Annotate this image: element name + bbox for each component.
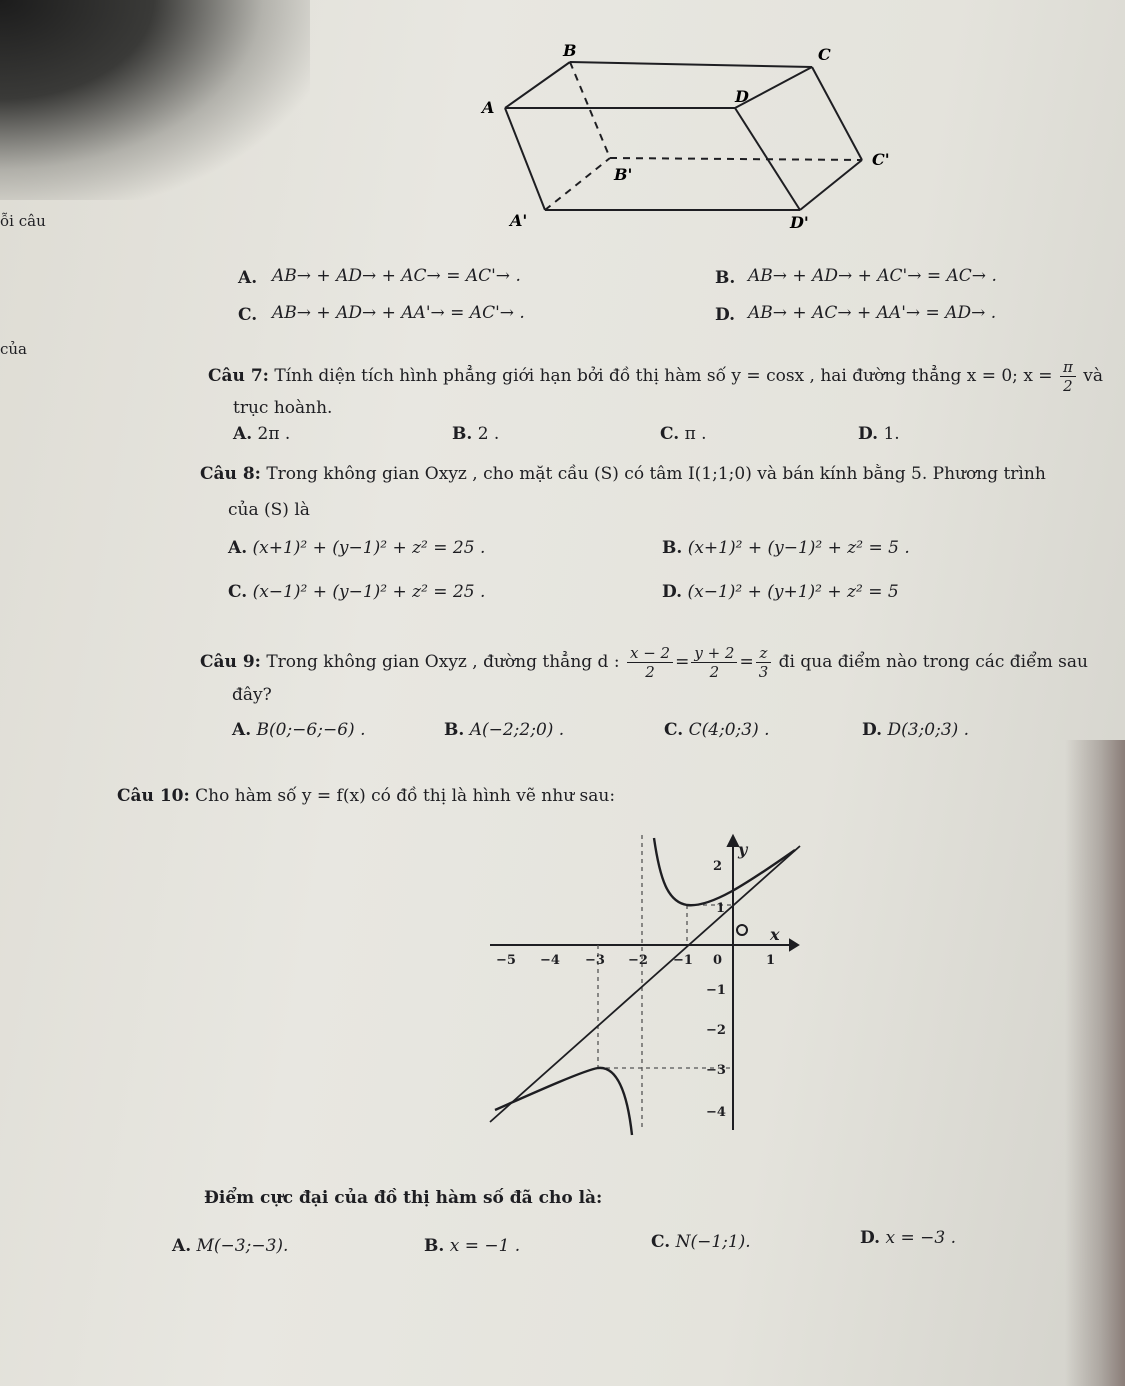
sphere-option-b (662, 538, 910, 558)
sphere-question-text: Trong không gian Oxyz , cho mặt cầu (S) có tâm I(1;1;0) và bán kính bằng 5. Phương trình (266, 464, 1046, 484)
edge-AAprime (505, 108, 545, 210)
vertex-D: D (735, 87, 749, 106)
area-option-a (233, 424, 290, 444)
area-question-line2: trục hoành. (233, 398, 333, 418)
vertex-D-prime: D' (790, 213, 809, 232)
line-frac-2 (691, 644, 737, 681)
y-axis-arrow (728, 836, 738, 846)
origin-marker (737, 925, 747, 935)
sphere-option-c (228, 582, 485, 602)
edge-BBprime (570, 62, 610, 158)
line-question-label: Câu 9: (200, 652, 261, 672)
vec-option-b: AB→ + AD→ + AC'→ = AC→ . (748, 266, 997, 286)
area-option-d-label: D. (858, 424, 879, 444)
x-tick-neg5: −5 (496, 953, 516, 968)
x-tick-1: 1 (766, 953, 776, 968)
line-frac-3 (756, 644, 772, 681)
graph-option-b (424, 1236, 520, 1256)
line-option-c-label: C. (664, 720, 684, 740)
prism-figure (470, 40, 900, 240)
hand-shadow (1065, 740, 1125, 1386)
graph-question-prompt: Điểm cực đại của đồ thị hàm số đã cho là: (204, 1188, 603, 1208)
x-axis-arrow (790, 940, 798, 950)
area-frac-num: π (1060, 358, 1076, 377)
sphere-option-d-text: (x−1)² + (y+1)² + z² = 5 (687, 582, 899, 602)
line-option-c-text: C(4;0;3) . (688, 720, 770, 740)
graph-option-d-label: D. (860, 1228, 881, 1248)
edge-AB (505, 62, 570, 108)
line-frac-1 (627, 644, 673, 681)
y-tick-neg1: −1 (706, 983, 726, 998)
line-option-d-text: D(3;0;3) . (887, 720, 970, 740)
graph-y-label: y (738, 840, 748, 859)
vec-option-c-label: C. (238, 305, 258, 325)
sphere-question-label: Câu 8: (200, 464, 261, 484)
y-tick-neg3: −3 (706, 1063, 726, 1078)
edge-DpCp (800, 160, 862, 210)
y-tick-1: 1 (716, 901, 726, 916)
graph-option-c-label: C. (651, 1232, 671, 1252)
graph-option-d-text: x = −3 . (885, 1228, 956, 1248)
area-question (208, 358, 1103, 395)
y-tick-neg2: −2 (706, 1023, 726, 1038)
sphere-option-a-label: A. (228, 538, 248, 558)
area-question-label: Câu 7: (208, 366, 269, 386)
graph-option-c (651, 1232, 751, 1252)
area-option-b-label: B. (452, 424, 473, 444)
area-option-a-label: A. (233, 424, 253, 444)
graph-question (117, 786, 615, 806)
vec-option-d-label: D. (715, 305, 736, 325)
line-option-b (444, 720, 564, 740)
sphere-option-b-text: (x+1)² + (y−1)² + z² = 5 . (687, 538, 910, 558)
line-frac-1-num: x − 2 (627, 644, 673, 663)
edge-CCprime (812, 67, 862, 160)
area-question-text: Tính diện tích hình phẳng giới hạn bởi đồ thị hàm số y = cosx , hai đường thẳng x = 0; x = (274, 366, 1053, 386)
vertex-C: C (818, 45, 831, 64)
graph-x-label: x (770, 925, 780, 944)
vec-option-b-label: B. (715, 268, 736, 288)
graph-question-label: Câu 10: (117, 786, 190, 806)
edge-BC (570, 62, 812, 67)
line-option-d-label: D. (862, 720, 883, 740)
margin-note-2: của (0, 340, 28, 358)
vec-option-c: AB→ + AD→ + AA'→ = AC'→ . (272, 303, 525, 323)
vertex-A: A (482, 98, 495, 117)
vertex-A-prime: A' (510, 211, 528, 230)
graph-option-a (172, 1236, 288, 1256)
line-option-d (862, 720, 969, 740)
vec-option-a-label: A. (238, 268, 258, 288)
edge-BpCp (610, 158, 862, 160)
line-question: Câu 9: Trong không gian Oxyz , đường thẳng d : $\frac{x - 2}{2}$ = $\frac{y + 2}{2}$ = $\frac{z}{3}$ đi qua điểm nào trong các điểm sau (200, 644, 1088, 681)
sphere-option-a (228, 538, 485, 558)
oblique-asymptote (490, 846, 800, 1122)
sphere-option-b-label: B. (662, 538, 683, 558)
x-tick-neg2: −2 (628, 953, 648, 968)
area-option-d (858, 424, 900, 444)
line-frac-2-den: 2 (709, 663, 720, 681)
sphere-option-d (662, 582, 899, 602)
area-option-c (660, 424, 707, 444)
line-option-b-label: B. (444, 720, 465, 740)
area-option-c-label: C. (660, 424, 680, 444)
sphere-question (200, 464, 1046, 484)
sphere-option-c-text: (x−1)² + (y−1)² + z² = 25 . (252, 582, 486, 602)
area-option-b-text: 2 . (477, 424, 500, 444)
graph-question-text: Cho hàm số y = f(x) có đồ thị là hình vẽ như sau: (195, 786, 616, 806)
vec-option-a: AB→ + AD→ + AC→ = AC'→ . (272, 266, 521, 286)
x-tick-neg3: −3 (585, 953, 605, 968)
area-frac-den: 2 (1063, 377, 1073, 395)
vertex-B-prime: B' (614, 165, 633, 184)
area-option-a-text: 2π . (257, 424, 291, 444)
line-question-text: Trong không gian Oxyz , đường thẳng d : (266, 652, 620, 672)
x-tick-0: 0 (713, 953, 723, 968)
line-option-b-text: A(−2;2;0) . (469, 720, 565, 740)
y-tick-neg4: −4 (706, 1105, 726, 1120)
graph-option-a-label: A. (172, 1236, 192, 1256)
graph-option-c-text: N(−1;1). (675, 1232, 751, 1252)
sphere-option-c-label: C. (228, 582, 248, 602)
line-question-line2: đây? (232, 685, 272, 705)
vertex-C-prime: C' (872, 150, 890, 169)
sphere-option-d-label: D. (662, 582, 683, 602)
margin-note-1: ỗi câu (0, 212, 46, 230)
line-frac-2-num: y + 2 (691, 644, 737, 663)
line-frac-1-den: 2 (645, 663, 655, 681)
curve-right-branch (654, 838, 795, 905)
line-option-a (232, 720, 365, 740)
curve-left-branch (495, 1068, 632, 1135)
function-graph (480, 820, 810, 1140)
edge-ApBp (545, 158, 610, 210)
area-option-b (452, 424, 499, 444)
line-question-tail: đi qua điểm nào trong các điểm sau (778, 652, 1088, 672)
graph-option-b-label: B. (424, 1236, 445, 1256)
sphere-question-line2: của (S) là (228, 500, 310, 520)
y-tick-2: 2 (713, 859, 723, 874)
area-option-c-text: π . (684, 424, 707, 444)
x-tick-neg4: −4 (540, 953, 560, 968)
vertex-B: B (563, 41, 577, 60)
area-question-tail: và (1083, 366, 1103, 386)
line-option-a-text: B(0;−6;−6) . (256, 720, 366, 740)
corner-shadow (0, 0, 310, 200)
line-option-c (664, 720, 770, 740)
graph-option-b-text: x = −1 . (449, 1236, 521, 1256)
area-fraction (1060, 358, 1076, 395)
graph-option-d (860, 1228, 956, 1248)
x-tick-neg1: −1 (673, 953, 693, 968)
sphere-option-a-text: (x+1)² + (y−1)² + z² = 25 . (252, 538, 486, 558)
line-option-a-label: A. (232, 720, 252, 740)
graph-option-a-text: M(−3;−3). (196, 1236, 289, 1256)
vec-option-d: AB→ + AC→ + AA'→ = AD→ . (748, 303, 997, 323)
line-frac-3-num: z (756, 644, 772, 663)
area-option-d-text: 1. (883, 424, 900, 444)
line-frac-3-den: 3 (758, 663, 769, 681)
